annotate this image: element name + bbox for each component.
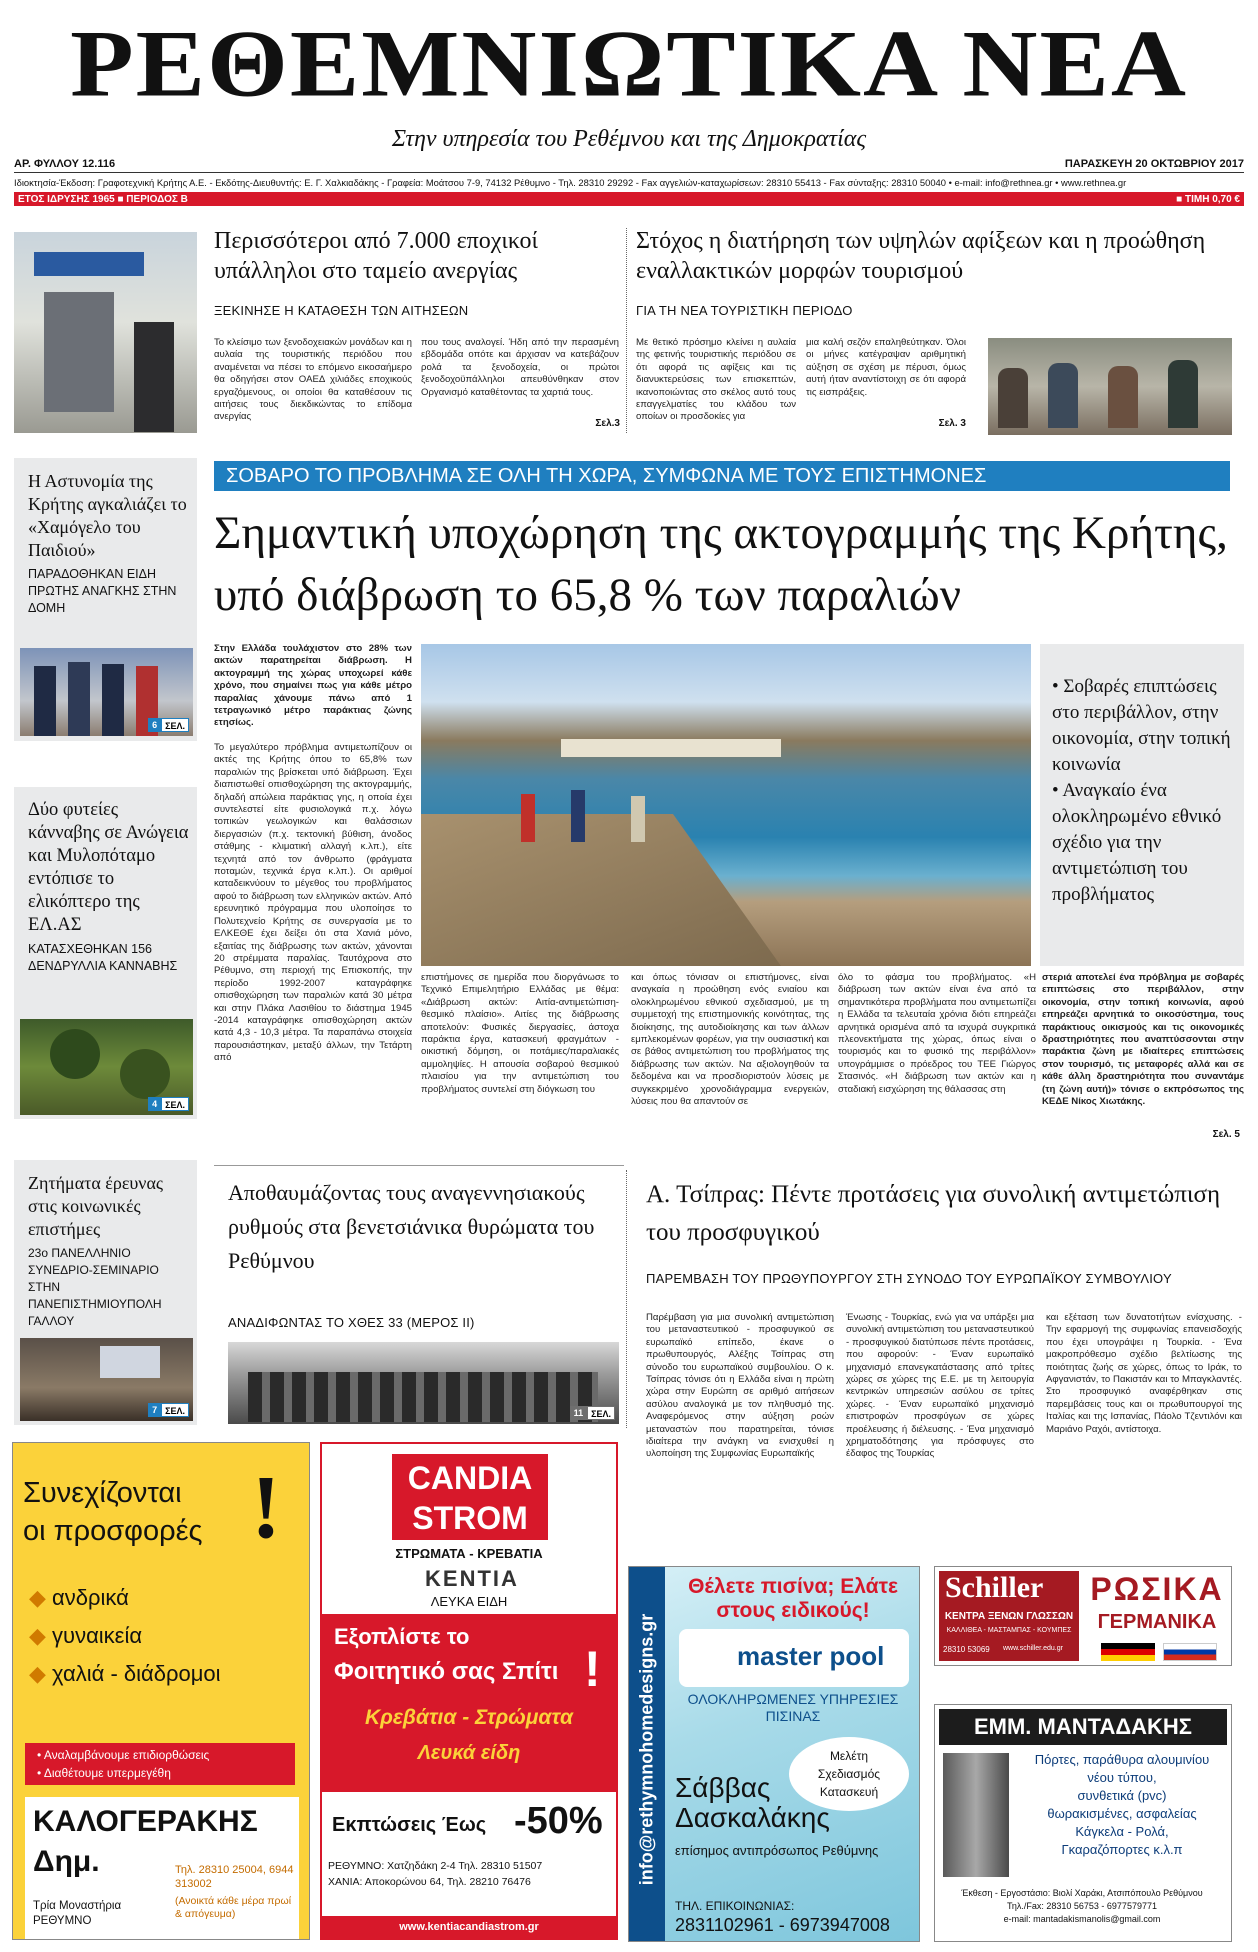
- exclamation-icon: !: [251, 1458, 281, 1557]
- page-label: ΣΕΛ.: [161, 1403, 189, 1417]
- page-ref: Σελ. 3: [938, 418, 966, 429]
- page-label: ΣΕΛ.: [161, 718, 189, 732]
- main-text: στεριά αποτελεί ένα πρόβλημα με σοβαρές επιπτώσεις στο περιβάλλον, στην οικονομία, στην τοπική κοινωνία, αφού επηρεάζει αρνητικά το οικοσύστημα, τους παράκτιους οικισμούς και τις οικονομικές δραστηριότητες που αναπτύσσονται στην παράκτια ζώνη με ιδιαίτερες επιπτώσεις στον τουρισμό, τις μεταφορές αλλά και σε κάθε άλλη δραστηριότητα που συναντάμε (τη ζώνη αυτή)» τόνισε ο εκπρόσωπος της ΚΕΔΕ Νίκος Χιωτάκης.: [1042, 972, 1244, 1108]
- story-text: και εξέταση των δυνατοτήτων ενίσχυσης. - Την εφαρμογή της συμφωνίας επανεισδοχής που έχει υπογράψει η Τουρκία. - Ένα μακροπρόθεσμο σχέδιο βελτίωσης της ποιότητας ζωής σε χώρες, όπως το Ιράκ, το Αφγανιστάν, το Πακιστάν και το Μπαγκλαντές. Στο προσφυγικό αναφέρθηκαν στις παρεμβάσεις τους και οι πρωθυπουργοί της Ιταλίας και της Ισπανίας, Πάολο Τζεντιλόνι και Μαριάνο Ραχόι, αντίστοιχα.: [1046, 1312, 1242, 1435]
- ad-note: • Αναλαμβάνουμε επιδιορθώσεις: [37, 1748, 210, 1762]
- ad-phones: Τηλ./Fax: 28310 56753 - 6977579771: [1007, 1901, 1157, 1911]
- ad-items: Κρεβάτια - Στρώματα: [364, 1706, 574, 1729]
- main-headline: Σημαντική υποχώρηση της ακτογραμμής της Κρήτης, υπό διάβρωση το 65,8 % των παραλιών: [214, 507, 1228, 621]
- ad-note: • Διαθέτουμε υπερμεγέθη: [37, 1766, 171, 1780]
- story-kicker: ΓΙΑ ΤΗ ΝΕΑ ΤΟΥΡΙΣΤΙΚΗ ΠΕΡΙΟΔΟ: [636, 303, 853, 318]
- issue-line: [14, 158, 1244, 171]
- ad-email[interactable]: info@rethymnohomedesigns.gr: [636, 1613, 657, 1886]
- ad-address: Έκθεση - Εργοστάσιο: Βιολί Χαράκι, Ατσιπόπουλο Ρεθύμνου: [961, 1888, 1203, 1898]
- motto: Στην υπηρεσία του Ρεθέμνου και της Δημοκρατίας: [391, 126, 867, 152]
- kentia-logo: KENTIA: [425, 1566, 519, 1591]
- ad-notes: [25, 1743, 295, 1785]
- ad-line: συνθετικά (pvc): [1077, 1788, 1167, 1803]
- page-badge: [148, 718, 189, 732]
- ad-brand-box: [25, 1797, 299, 1939]
- main-text: Το μεγαλύτερο πρόβλημα αντιμετωπίζουν οι ακτές της Κρήτης όπου το 65,8% των παραλιών της βρίσκεται υπό διάβρωση. Έχει διαπιστωθεί οπισθοχώρηση της ακτογραμμής, δηλαδή απώλεια παράκτιας γης, η οποία έχει συντελεστεί είτε φυσιολογικά π.χ. λόγω τοπικών γεωλογικών και θαλάσσιων διεργασιών (π.χ. τεκτονική βύθιση, άνοδος στάθμης - κλιματική αλλαγή κ.λπ.), είτε τεχνητά από τον άνθρωπο (φράγματα ποταμών, τεχνικά έργα κ.λπ.). Οι αριθμοί καταδεικνύουν το μέγεθος του προβλήματος αφού το διάβρωση των ελληνικών ακτών. Από ερευνητικό πρόγραμμα που υλοποίησε το Πολυτεχνείο Κρήτης σε συνεργασία με το ΕΛΚΕΘΕ έχει δείξει ότι στα Χανιά μόνο, εξαιτίας της διάβρωσης των ακτών, χάνονται 20 στρέμματα παραλίας. Ταυτόχρονα στο Ρέθυμνο, στη περιοχή της Επισκοπής, την περίοδο 1992-2007 καταγράφηκε οπισθοχώρηση των παραλιών κατά 30 μέτρα και στην Πλάκα Λασιθίου το διάστημα 1945 -2014 καταγράφηκε οπισθοχώρηση ακτών κατά 4,3 - 10,3 μέτρα. Τα παραπάνω στοιχεία παρουσιάστηκαν, μεταξύ άλλων, την Τετάρτη από: [214, 742, 412, 1064]
- schiller-logo-box: [939, 1571, 1079, 1661]
- name-line: Δασκαλάκης: [675, 1802, 830, 1833]
- page-ref: Σελ.3: [595, 418, 620, 429]
- price-text: ■ ΤΙΜΗ 0,70 €: [1176, 193, 1240, 205]
- sidebar-kicker: ΠΑΡΑΔΟΘΗΚΑΝ ΕΙΔΗ ΠΡΩΤΗΣ ΑΝΑΓΚΗΣ ΣΤΗΝ ΔΟΜΗ: [28, 567, 177, 615]
- page-label: ΣΕΛ.: [587, 1406, 615, 1420]
- sidebar-headline: Ζητήματα έρευνας στις κοινωνικές επιστήμες: [28, 1173, 164, 1239]
- page-badge: [148, 1403, 189, 1417]
- sidebar-headline: Δύο φυτείες κάνναβης σε Ανώγεια και Μυλοπόταμο εντόπισε το ελικόπτερο της ΕΛ.ΑΣ: [28, 800, 189, 935]
- conference-photo: [20, 1338, 193, 1421]
- ad-address: ΡΕΘΥΜΝΟ: Χατζηδάκη 2-4 Τηλ. 28310 51507: [328, 1860, 543, 1872]
- ad-candia-strom[interactable]: [320, 1442, 618, 1940]
- ad-item: ◆ ανδρικά: [29, 1585, 129, 1610]
- ad-website[interactable]: www.schiller.edu.gr: [1003, 1645, 1063, 1652]
- sidebar-story-conference: [14, 1160, 197, 1425]
- ad-item: ◆ γυναικεία: [29, 1623, 143, 1648]
- cannabis-photo: [20, 1019, 193, 1115]
- divider: [626, 228, 627, 433]
- ad-name: [675, 1773, 830, 1833]
- story-headline: Αποθαυμάζοντας τους αναγεννησιακούς ρυθμούς στα βενετσιάνικα θυρώματα του Ρεθύμνου: [228, 1180, 595, 1273]
- ad-line: Πόρτες, παράθυρα αλουμινίου: [1034, 1752, 1210, 1767]
- logo-text: Schiller: [945, 1571, 1044, 1604]
- logo-text: STROM: [412, 1500, 528, 1536]
- ad-line: Κάγκελα - Ρολά,: [1075, 1824, 1169, 1839]
- newspaper-title: ΡΕΘΕΜΝΙΩΤΙΚΑ ΝΕΑ: [70, 10, 1188, 117]
- page-badge: [570, 1406, 615, 1420]
- story-text: Ένωσης - Τουρκίας, ενώ για να υπάρξει μια συνολική αντιμετώπιση του μεταναστευτικού - προσφυγικού διατύπωσε πέντε προτάσεις, που αφορούν: - Έναν ευρωπαϊκό μηχανισμό επανεγκατάστασης από τρίτες χώρες σε χώρες της Ε.Ε. με τη λειτουργία κεντρικών υπηρεσιών ασύλου σε τρίτες χώρες. - Έναν ευρωπαϊκό μηχανισμό επιστροφών προσφύγων σε χώρες προέλευσης ή διέλευσης. - Ένα μηχανισμό χρηματοδότησης για πρόσφυγες στο έδαφος της Τουρκίας: [846, 1312, 1034, 1460]
- ad-title-line: Θέλετε πισίνα; Ελάτε: [688, 1575, 898, 1598]
- masterpool-logo: [679, 1629, 909, 1687]
- ad-line: νέου τύπου,: [1087, 1770, 1157, 1785]
- ad-slogan: Φοιτητικό σας Σπίτι: [334, 1658, 559, 1685]
- story-text: Το κλείσιμο των ξενοδοχειακών μονάδων και η αυλαία της τουριστικής περιόδου που αναμένεται να πέσει το επόμενο εικοσαήμερο θα οδηγήσει στον ΟΑΕΔ χιλιάδες εποχικούς εργαζόμενους, οι οποίοι θα καταθέσουν τις αιτήσεις τους διεκδικώντας το επίδομα ανεργίας: [214, 337, 412, 423]
- ad-title-line: στους ειδικούς!: [716, 1599, 870, 1622]
- group-photo: [228, 1342, 619, 1424]
- ad-brand: Δημ.: [33, 1845, 100, 1878]
- story-text: Με θετικό πρόσημο κλείνει η αυλαία της φετινής τουριστικής περιόδου σε ότι αφορά τις αφίξεις και τις διανυκτερεύσεις των επισκεπτών, ικανοποιώντας στο σκέλος αυτό τους επαγγελματίες του κλάδου των οποίων οι προσδοκίες για: [636, 337, 796, 423]
- bullet-item: • Αναγκαίο ένα ολοκληρωμένο εθνικό σχέδιο για την αντιμετώπιση του προβλήματος: [1052, 780, 1222, 905]
- story-kicker: ΑΝΑΔΙΦΩΝΤΑΣ ΤΟ ΧΘΕΣ 33 (ΜΕΡΟΣ ΙΙ): [228, 1315, 475, 1330]
- candia-logo: [392, 1454, 548, 1540]
- ad-subtitle: ΛΕΥΚΑ ΕΙΔΗ: [430, 1594, 508, 1609]
- page-badge: [148, 1097, 189, 1111]
- ad-phones: Τηλ. 28310 25004, 6944 313002: [175, 1864, 294, 1890]
- ad-title: [673, 1575, 913, 1623]
- ad-subtitle: ΣΤΡΩΜΑΤΑ - ΚΡΕΒΑΤΙΑ: [395, 1546, 543, 1561]
- main-bullets-box: [1040, 644, 1244, 966]
- page-ref: Σελ. 5: [1212, 1129, 1240, 1140]
- ad-hours: (Ανοικτά κάθε μέρα πρωί & απόγευμα): [175, 1895, 292, 1920]
- page-number: 11: [570, 1406, 588, 1420]
- russian-flag-icon: [1163, 1643, 1217, 1661]
- ad-kalogerakis[interactable]: [12, 1442, 310, 1940]
- ad-addresses: [328, 1858, 614, 1890]
- ad-lines: [1017, 1751, 1227, 1859]
- sheet-number: ΑΡ. ΦΥΛΛΟΥ 12.116: [14, 158, 116, 170]
- sidebar-headline: Η Αστυνομία της Κρήτης αγκαλιάζει το «Χαμόγελο του Παιδιού»: [28, 471, 187, 560]
- unemployment-office-photo: [14, 232, 197, 433]
- ad-services: ΟΛΟΚΛΗΡΩΜΕΝΕΣ ΥΠΗΡΕΣΙΕΣ ΠΙΣΙΝΑΣ: [687, 1691, 899, 1724]
- ad-website[interactable]: www.kentiacandiastrom.gr: [322, 1916, 616, 1938]
- main-lead: Στην Ελλάδα τουλάχιστον στο 28% των ακτών παρατηρείται διάβρωση. Η ακτογραμμή της χώρας υποχωρεί κάθε χρόνο, που σημαίνει πως για κάθε μέτρο παραλίας χάνουμε πάνω από 1 τετραγωνικό μέτρο παράκτιας ζώνης ετησίως.: [214, 643, 412, 729]
- logo-text: CANDIA: [407, 1460, 533, 1496]
- main-banner: ΣΟΒΑΡΟ ΤΟ ΠΡΟΒΛΗΜΑ ΣΕ ΟΛΗ ΤΗ ΧΩΡΑ, ΣΥΜΦΩΝΑ ΜΕ ΤΟΥΣ ΕΠΙΣΤΗΜΟΝΕΣ: [214, 461, 1230, 491]
- window-profile-icon: [943, 1753, 1009, 1877]
- ad-title: ΓΕΡΜΑΝΙΚΑ: [1097, 1611, 1217, 1633]
- bullet-item: • Σοβαρές επιπτώσεις στο περιβάλλον, στην οικονομία, στην τοπική κοινωνία: [1052, 676, 1231, 775]
- ad-schiller[interactable]: [934, 1566, 1232, 1666]
- ad-slogan: Εξοπλίστε το: [334, 1624, 470, 1649]
- ad-role: επίσημος αντιπρόσωπος Ρεθύμνης: [675, 1843, 879, 1858]
- ad-brand: ΕΜΜ. ΜΑΝΤΑΔΑΚΗΣ: [939, 1709, 1227, 1745]
- ad-brand: ΚΑΛΟΓΕΡΑΚΗΣ: [33, 1805, 258, 1838]
- founded-bar: [14, 192, 1244, 206]
- police-photo: [20, 648, 193, 736]
- ad-title: Συνεχίζονται: [23, 1477, 182, 1509]
- ad-address: ΧΑΝΙΑ: Αποκορώνου 64, Τηλ. 28210 76476: [328, 1876, 531, 1888]
- ad-items: Λευκά είδη: [417, 1742, 521, 1764]
- beach-photo: [421, 644, 1031, 966]
- story-text: Παρέμβαση για μια συνολική αντιμετώπιση του μεταναστευτικού - προσφυγικού σε ευρωπαϊκό επίπεδο, έκανε ο πρωθυπουργός, Αλέξης Τσίπρας στη σύνοδο του ευρωπαϊκού συμβουλίου. Ο κ. Τσίπρας τόνισε ότι η Ελλάδα είναι η πρώτη χώρα στην Ευρώπη σε αριθμό αιτήσεων ασύλου αναλογικά με τον πληθυσμό της. Αναφερόμενος στην αύξηση ροών μεταναστών που παρατηρείται, τόνισε ιδιαίτερα την ανάγκη να ενισχυθεί η υλοποίηση της Συμφωνίας Ευρωπαϊκής: [646, 1312, 834, 1460]
- publisher-line: Ιδιοκτησία-Έκδοση: Γραφοτεχνική Κρήτης Α.Ε. - Εκδότης-Διευθυντής: Ε. Γ. Χαλκιαδάκης - Γραφεία: Μοάτσου 7-9, 74132 Ρέθυμνο - Τηλ. 28310 29292 - Fax αγγελιών-καταχωρίσεων: 28310 55413 - Fax σύνταξης: 28310 50040 • e-mail: info@rethnea.gr • www.rethnea.gr: [14, 177, 1127, 188]
- sidebar-kicker: 23ο ΠΑΝΕΛΛΗΝΙΟ ΣΥΝΕΔΡΙΟ-ΣΕΜΙΝΑΡΙΟ ΣΤΗΝ ΠΑΝΕΠΙΣΤΗΜΙΟΥΠΟΛΗ ΓΑΛΛΟΥ: [28, 1246, 162, 1328]
- issue-date: ΠΑΡΑΣΚΕΥΗ 20 ΟΚΤΩΒΡΙΟΥ 2017: [1064, 158, 1244, 170]
- sidebar-kicker: ΚΑΤΑΣΧΕΘΗΚΑΝ 156 ΔΕΝΔΡΥΛΛΙΑ ΚΑΝΝΑΒΗΣ: [28, 942, 178, 973]
- oval-line: Σχεδιασμός: [817, 1767, 881, 1781]
- ad-line: θωρακισμένες, ασφαλείας: [1047, 1806, 1197, 1821]
- main-text: όλο το φάσμα του προβλήματος. «Η διάβρωση των ακτών είναι ένα από τα σημαντικότερα προβλήματα που αντιμετωπίζει η Ελλάδα τα τελευταία χρόνια διότι επηρεάζει αρνητικά ορισμένα από τα ισχυρά συγκριτικά πλεονεκτήματα της χώρας, όπως είναι ο τουρισμός και το φυσικό της περιβάλλον» υπογράμμισε ο πρόεδρος του ΤΕΕ Γιώργος Στασινός. «Η διάβρωση των ακτών και η σταδιακή εισχώρηση της θάλασσας στη: [838, 972, 1036, 1095]
- oval-line: Κατασκευή: [819, 1785, 879, 1799]
- ad-mantadakis[interactable]: [934, 1704, 1232, 1942]
- ad-title: οι προσφορές: [23, 1515, 203, 1547]
- page-number: 4: [148, 1097, 161, 1111]
- rule: [214, 1165, 624, 1166]
- story-text: που τους αναλογεί. Ήδη από την περασμένη εβδομάδα οπότε και άρχισαν να κατεβάζουν ρολά τα ξενοδοχεία, οι πρώτοι ξενοδοχοϋπάλληλοι απευθύνθηκαν στον Οργανισμό καταθέτοντας τα χαρτιά τους.: [421, 337, 619, 398]
- exclamation-icon: !: [584, 1641, 601, 1697]
- ad-contact: [935, 1887, 1229, 1926]
- page-number: 6: [148, 718, 161, 732]
- story-headline: Α. Τσίπρας: Πέντε προτάσεις για συνολική αντιμετώπιση του προσφυγικού: [646, 1181, 1221, 1246]
- story-headline: Περισσότεροι από 7.000 εποχικοί υπάλληλοι στο ταμείο ανεργίας: [214, 228, 538, 284]
- ad-red-panel: [322, 1614, 616, 1792]
- story-headline: Στόχος η διατήρηση των υψηλών αφίξεων και η προώθηση εναλλακτικών μορφών τουρισμού: [636, 228, 1206, 284]
- main-text: επιστήμονες σε ημερίδα που διοργάνωσε το Τεχνικό Επιμελητήριο Ελλάδας με θέμα: «Διάβρωση ακτών: Αιτία-αντιμετώπιση-θεσμικό πλαίσιο». Αιτίες της διάβρωσης αποτελούν: Φυσικές διεργασίες, άστοχα παράκτια έργα, κατασκευή φραγμάτων - οικιστική δόμηση, οι ποτάμιες/παραλιακές αμμοληψίες. Η απουσία σοβαρού θεσμικού πλαισίου για την αντιμετώπιση του προβλήματος συντελεί στη διόγκωση του: [421, 972, 619, 1095]
- german-flag-icon: [1101, 1643, 1155, 1661]
- ad-subtitle: ΚΑΛΛΙΘΕΑ - ΜΑΣΤΑΜΠΑΣ - ΚΟΥΜΠΕΣ: [946, 1627, 1072, 1634]
- sidebar-story-cannabis: [14, 787, 197, 1119]
- story-text: μια καλή σεζόν επαληθεύτηκαν. Όλοι οι μήνες κατέγραψαν αριθμητική αύξηση σε σχέση με πέρυσι, όμως αυτή ήταν αναντίστοιχη σε ότι αφορά τις εισπράξεις.: [806, 337, 966, 398]
- ad-master-pool[interactable]: [628, 1566, 920, 1942]
- ad-subtitle: ΚΕΝΤΡΑ ΞΕΝΩΝ ΓΛΩΣΣΩΝ: [944, 1611, 1074, 1622]
- ad-line: Γκαραζόπορτες κ.λ.π: [1061, 1842, 1183, 1857]
- main-text: και όπως τόνισαν οι επιστήμονες, είναι αναγκαία η προώθηση ενός ενιαίου και ολοκληρωμένου εθνικού σχεδιασμού, με τη συμμετοχή της επιστημονικής κοινότητας, της διοίκησης, της αυτοδιοίκησης και των άλλων εμπλεκομένων φορέων, για την ουσιαστική και σε βάθος αντιμετώπιση του προβλήματος της διάβρωσης των ακτών. Να αξιολογηθούν τα δεδομένα και να προσδιοριστούν λύσεις με συγκεκριμένο χρονοδιάγραμμα ενεργειών, λύσεις που θα απαντούν σε: [631, 972, 829, 1108]
- ad-address: Τρία Μοναστήρια ΡΕΘΥΜΝΟ: [33, 1900, 122, 1927]
- story-kicker: ΞΕΚΙΝΗΣΕ Η ΚΑΤΑΘΕΣΗ ΤΩΝ ΑΙΤΗΣΕΩΝ: [214, 303, 469, 318]
- page-number: 7: [148, 1403, 161, 1417]
- ad-title: ΡΩΣΙΚΑ: [1090, 1571, 1224, 1607]
- sidebar-story-police: [14, 458, 197, 741]
- rule: [14, 172, 1244, 173]
- ad-email[interactable]: e-mail: mantadakismanolis@gmail.com: [1003, 1914, 1161, 1924]
- divider: [626, 1170, 627, 1428]
- oval-line: Μελέτη: [829, 1749, 869, 1763]
- ad-items: [29, 1579, 221, 1693]
- ad-discount-pct: -50%: [514, 1800, 603, 1842]
- ad-discount: Εκπτώσεις Έως: [332, 1814, 487, 1836]
- ad-phones: 2831102961 - 6973947008: [675, 1915, 890, 1935]
- story-kicker: ΠΑΡΕΜΒΑΣΗ ΤΟΥ ΠΡΩΘΥΠΟΥΡΓΟΥ ΣΤΗ ΣΥΝΟΔΟ ΤΟΥ ΕΥΡΩΠΑΪΚΟΥ ΣΥΜΒΟΥΛΙΟΥ: [646, 1271, 1172, 1286]
- logo-text: master pool: [737, 1641, 885, 1671]
- name-line: Σάββας: [675, 1772, 771, 1803]
- tourists-photo: [988, 338, 1232, 435]
- founded-text: ΕΤΟΣ ΙΔΡΥΣΗΣ 1965 ■ ΠΕΡΙΟΔΟΣ Β: [18, 193, 188, 205]
- ad-contact-label: ΤΗΛ. ΕΠΙΚΟΙΝΩΝΙΑΣ:: [675, 1899, 795, 1913]
- ad-phone: 28310 53069: [943, 1645, 990, 1654]
- ad-item: ◆ χαλιά - διάδρομοι: [29, 1661, 221, 1686]
- page-label: ΣΕΛ.: [161, 1097, 189, 1111]
